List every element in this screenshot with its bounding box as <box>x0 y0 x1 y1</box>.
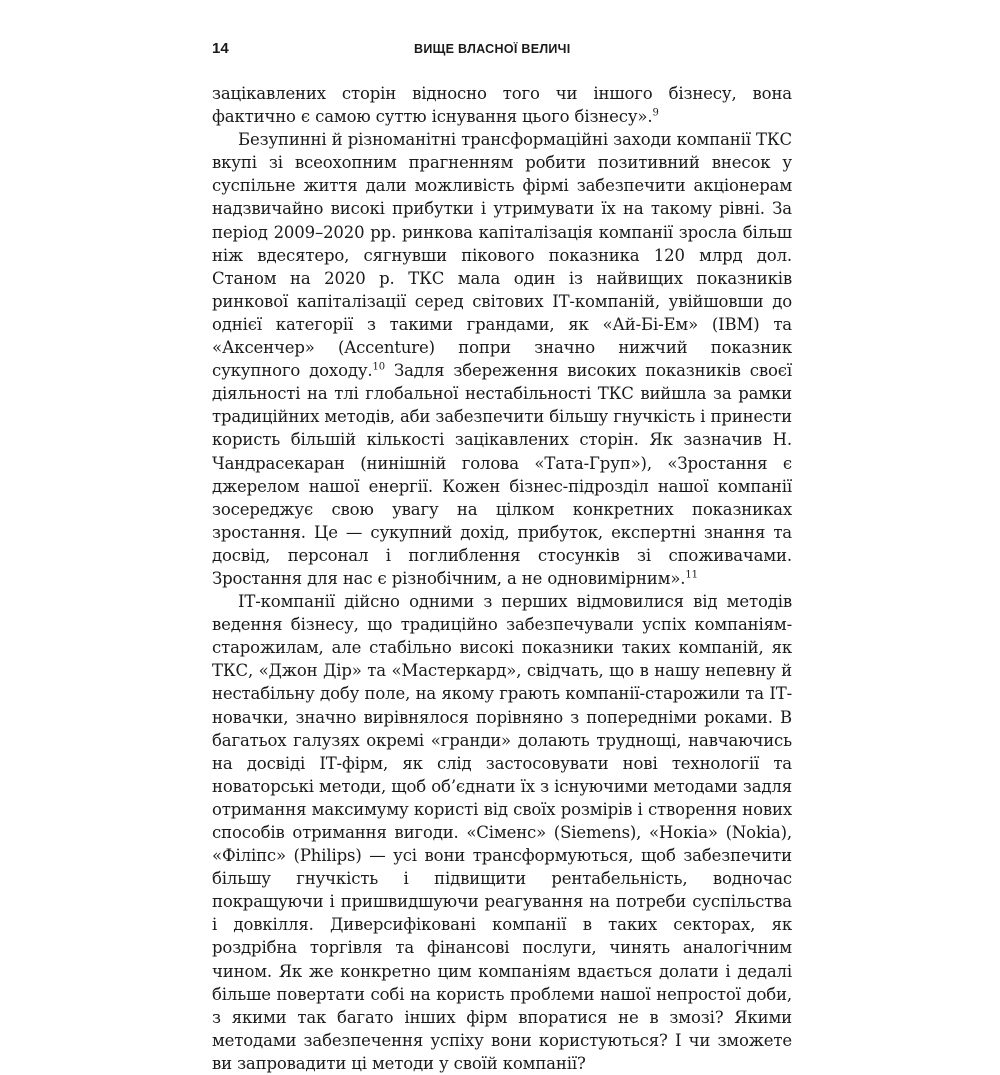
page-number: 14 <box>212 40 229 57</box>
footnote-ref-9: 9 <box>652 107 659 119</box>
paragraph-2-text-a: Безупинні й різноманітні трансформаційні заходи компанії ТКС вкупі зі всеохопним прагненням робити позитивний внесок у суспільне життя дали можливість фірмі забезпечити акціонерам надзвичайно високі прибутки і утримувати їх на такому рівні. За період 2009–2020 рр. ринкова капіталізація компанії зросла більш ніж вдесятеро, сягнувши пікового показника 120 млрд дол. Станом на 2020 р. ТКС мала один із найвищих показників ринкової капіталізації серед світових ІТ-компаній, увійшовши до однієї категорії з такими грандами, як «Ай-Бі-Ем» (IBM) та «Аксенчер» (Accenture) попри значно нижчий показник сукупного доходу. <box>212 130 792 381</box>
paragraph-3 <box>212 590 792 1075</box>
paragraph-2-text-b: Задля збереження високих показників своєї діяльності на тлі глобальної нестабільності ТКС вийшла за рамки традиційних методів, аби забезпечити більшу гнучкість і принести користь більшій кількості зацікавлених сторін. Як зазначив Н. Чандрасекаран (нинішній голова «Тата-Груп»), «Зростання є джерелом нашої енергії. Кожен бізнес-підрозділ нашої компанії зосереджує свою увагу на цілком конкретних показниках зростання. Це — сукупний дохід, прибуток, експертні знання та досвід, персонал і поглиблення стосунків зі споживачами. Зростання для нас є різнобічним, а не одновимірним». <box>212 361 792 588</box>
running-title: ВИЩЕ ВЛАСНОЇ ВЕЛИЧІ <box>414 42 571 56</box>
paragraph-3-text: ІТ-компанії дійсно одними з перших відмовилися від методів ведення бізнесу, що традиційно забезпечували успіх компаніям-старожилам, але стабільно високі показники таких компаній, як ТКС, «Джон Дір» та «Мастеркард», свідчать, що в нашу непевну й нестабільну добу поле, на якому грають компанії-старожили та ІТ-новачки, значно вирівнялося порівняно з попередніми роками. В багатьох галузях окремі «гранди» долають труднощі, навчаючись на досвіді ІТ-фірм, як слід застосовувати нові технології та новаторські методи, щоб об’єднати їх з існуючими методами задля отримання максимуму користі від своїх розмірів і створення нових способів отримання вигоди. «Сіменс» (Siemens), «Нокіа» (Nokia), «Філіпс» (Philips) — усі вони трансформуються, щоб забезпечити більшу гнучкість і підвищити рентабельність, водночас покращуючи і пришвидшуючи реагування на потреби суспільства і довкілля. Диверсифіковані компанії в таких секторах, як роздрібна торгівля та фінансові послуги, чинять аналогічним чином. Як же конкретно цим компаніям вдається долати і дедалі більше повертати собі на користь проблеми нашої непростої доби, з якими так багато інших фірм впоратися не в змозі? Якими методами забезпечення успіху вони користуються? І чи зможете ви запровадити ці методи у своїй компанії? <box>212 592 792 1073</box>
page-header <box>212 40 792 72</box>
paragraph-2 <box>212 128 792 590</box>
paragraph-1 <box>212 82 792 128</box>
paragraph-1-text: зацікавлених сторін відносно того чи іншого бізнесу, вона фактично є самою суттю існування цього бізнесу». <box>212 84 792 127</box>
footnote-ref-10: 10 <box>372 361 385 373</box>
body-text <box>212 82 792 1075</box>
footnote-ref-11: 11 <box>685 569 698 581</box>
book-page <box>212 40 792 1075</box>
